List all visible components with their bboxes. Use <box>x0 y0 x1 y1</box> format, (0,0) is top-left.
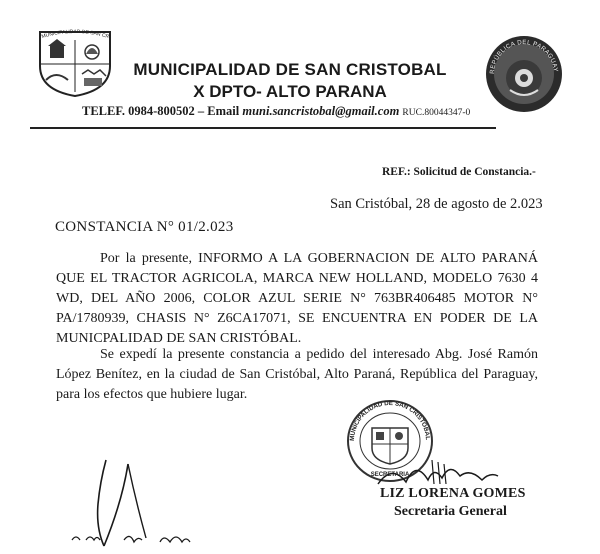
body-paragraph-1 <box>56 249 538 349</box>
header-contact-line <box>82 104 522 119</box>
header-email: muni.sancristobal@gmail.com <box>242 104 400 118</box>
body-paragraph-2 <box>56 345 538 405</box>
header-title-line2: X DPTO- ALTO PARANA <box>193 82 387 101</box>
seal-ring-text: REPÚBLICA DEL PARAGUAY <box>488 38 559 75</box>
body-paragraph-2-text: Se expedí la presente constancia a pedido del interesado Abg. José Ramón López Benítez, en la ciudad de San Cristóbal, Alto Paraná, República del Paraguay, para los efectos que hubiere lugar. <box>56 347 538 402</box>
municipal-logo <box>34 24 116 98</box>
handwritten-signature-left <box>64 442 224 552</box>
header-ruc: RUC.80044347-0 <box>402 108 471 118</box>
stamp-bottom-text: SECRETARIA <box>370 472 410 478</box>
header-rule <box>30 127 496 129</box>
signatory-role: Secretaria General <box>394 504 507 519</box>
header-email-label: – Email <box>194 104 243 118</box>
reference-line: REF.: Solicitud de Constancia.- <box>382 166 536 178</box>
document-title: CONSTANCIA N° 01/2.023 <box>55 219 234 235</box>
header-title-line1: MUNICIPALIDAD DE SAN CRISTOBAL <box>133 60 447 79</box>
body-paragraph-1-text: Por la presente, INFORMO A LA GOBERNACION DE ALTO PARANÁ QUE EL TRACTOR AGRICOLA, MARCA NEW HOLLAND, MODELO 7630 4 WD, DEL AÑO 2006, COLOR AZUL SERIE N° 763BR406485 MOTOR N° PA/1780939, CHASIS N° Z6CA17071, SE ENCUENTRA EN PODER DE LA MUNICPALIDAD DE SAN CRISTÓBAL. <box>56 251 538 346</box>
signatory-name: LIZ LORENA GOMES <box>380 486 526 501</box>
paraguay-seal <box>484 34 564 114</box>
date-line: San Cristóbal, 28 de agosto de 2.023 <box>330 196 543 212</box>
stamp-ring-text: MUNICIPALIDAD DE SAN CRISTOBAL <box>348 399 432 442</box>
header-phone: TELEF. 0984-800502 <box>82 104 195 118</box>
logo-ring-text: MUNICIPALIDAD DE SAN CR <box>40 28 110 41</box>
